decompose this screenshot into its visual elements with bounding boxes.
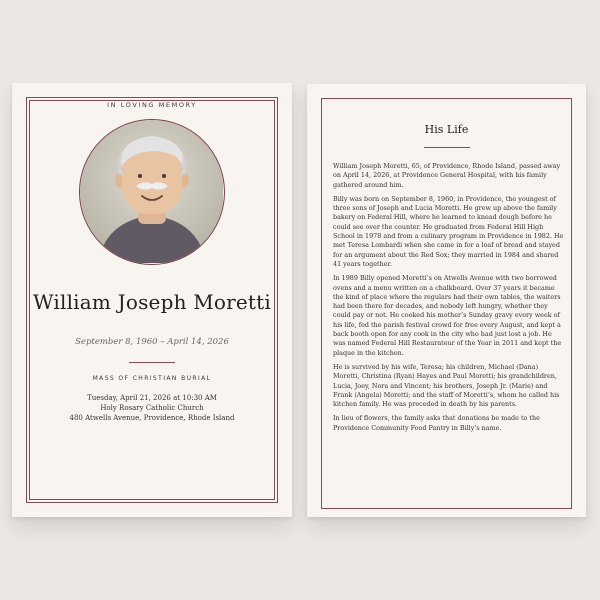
life-dates: September 8, 1960 – April 14, 2026 <box>75 337 229 347</box>
service-datetime: Tuesday, April 21, 2026 at 10:30 AM <box>87 394 217 402</box>
obituary-paragraph: He is survived by his wife, Teresa; his children, Michael (Dana) Moretti, Christina (Ryan) Hayes and Paul Moretti; his grandchildren, Lucia, Joey, Nora and Vincent; his brothers, Joseph Jr. (Marie) and Frank (Angela) Moretti; and the staff of Moretti’s, whom he called his kitchen family. He was preceded in death by his parents. <box>333 362 560 409</box>
front-card <box>12 83 292 517</box>
back-card <box>307 84 586 517</box>
his-life-title: His Life <box>424 123 469 136</box>
service-label: MASS OF CHRISTIAN BURIAL <box>92 375 212 382</box>
service-church: Holy Rosary Catholic Church <box>100 404 204 412</box>
portrait-illustration <box>79 119 225 265</box>
deceased-name: William Joseph Moretti <box>32 290 272 314</box>
divider <box>129 362 175 363</box>
obituary-paragraph: In lieu of flowers, the family asks that donations be made to the Providence Community Food Pantry in Billy’s name. <box>333 414 540 432</box>
obituary-paragraph: Billy was born on September 8, 1960, in Providence, the youngest of three sons of Joseph and Lucia Moretti. He grew up above the family bakery on Federal Hill, where he learned to knead dough before he could see over the counter. He graduated from Federal Hill High School in 1978 and from a culinary program in Providence in 1982. He met Teresa Lombardi when she came in for a loaf of bread and stayed for an argument about the Red Sox; they married in 1984 and shared 41 years together. <box>333 194 564 268</box>
in-loving-memory-label: IN LOVING MEMORY <box>107 101 197 109</box>
obituary-text <box>333 162 564 438</box>
title-divider <box>424 147 470 148</box>
service-address: 480 Atwells Avenue, Providence, Rhode Island <box>69 414 235 422</box>
obituary-paragraph: William Joseph Moretti, 65, of Providence, Rhode Island, passed away on April 14, 2026, at Providence General Hospital, with his family gathered around him. <box>333 162 561 189</box>
obituary-paragraph: In 1989 Billy opened Moretti’s on Atwells Avenue with two borrowed ovens and a menu written on a chalkboard. Over 37 years it became the kind of place where the regulars had their own tables, the waiters had been there for decades, and nobody left hungry, whether they could pay or not. He cooked his mother’s Sunday gravy every week of his life, fed the parish festival crowd for free every August, and kept a back booth open for any cook in the city who had just lost a job. He was named Federal Hill Restaurateur of the Year in 2011 and kept the plaque in the kitchen. <box>333 274 562 357</box>
